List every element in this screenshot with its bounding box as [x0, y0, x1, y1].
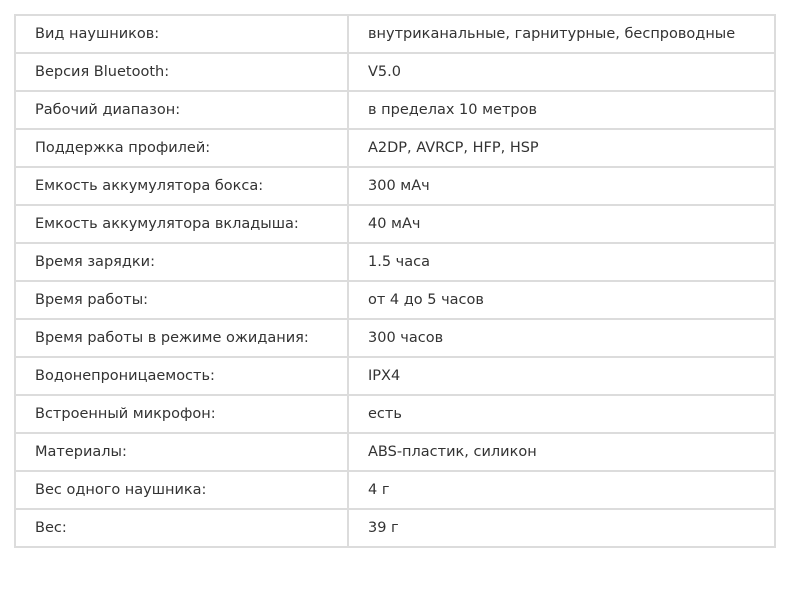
spec-value: есть: [348, 395, 775, 433]
spec-name: Время зарядки:: [15, 243, 348, 281]
table-row: [15, 471, 775, 509]
spec-value: 1.5 часа: [348, 243, 775, 281]
table-row: [15, 319, 775, 357]
spec-name: Вес одного наушника:: [15, 471, 348, 509]
spec-value: ABS-пластик, силикон: [348, 433, 775, 471]
spec-table: [14, 14, 776, 548]
spec-value: A2DP, AVRCP, HFP, HSP: [348, 129, 775, 167]
spec-name: Поддержка профилей:: [15, 129, 348, 167]
table-row: [15, 205, 775, 243]
spec-name: Время работы:: [15, 281, 348, 319]
table-row: [15, 281, 775, 319]
spec-name: Рабочий диапазон:: [15, 91, 348, 129]
table-row: [15, 129, 775, 167]
table-row: [15, 53, 775, 91]
spec-name: Вид наушников:: [15, 15, 348, 53]
spec-name: Водонепроницаемость:: [15, 357, 348, 395]
spec-value: V5.0: [348, 53, 775, 91]
spec-value: 300 мАч: [348, 167, 775, 205]
table-row: [15, 91, 775, 129]
table-row: [15, 243, 775, 281]
table-row: [15, 509, 775, 547]
spec-name: Емкость аккумулятора вкладыша:: [15, 205, 348, 243]
spec-value: 40 мАч: [348, 205, 775, 243]
spec-value: 300 часов: [348, 319, 775, 357]
spec-name: Версия Bluetooth:: [15, 53, 348, 91]
spec-value: в пределах 10 метров: [348, 91, 775, 129]
spec-name: Встроенный микрофон:: [15, 395, 348, 433]
table-row: [15, 395, 775, 433]
spec-table-body: [15, 15, 775, 547]
spec-value: 4 г: [348, 471, 775, 509]
spec-name: Вес:: [15, 509, 348, 547]
spec-value: внутриканальные, гарнитурные, беспроводные: [348, 15, 775, 53]
spec-value: от 4 до 5 часов: [348, 281, 775, 319]
table-row: [15, 15, 775, 53]
spec-name: Материалы:: [15, 433, 348, 471]
spec-name: Емкость аккумулятора бокса:: [15, 167, 348, 205]
table-row: [15, 357, 775, 395]
spec-name: Время работы в режиме ожидания:: [15, 319, 348, 357]
table-row: [15, 167, 775, 205]
spec-value: IPX4: [348, 357, 775, 395]
spec-value: 39 г: [348, 509, 775, 547]
table-row: [15, 433, 775, 471]
